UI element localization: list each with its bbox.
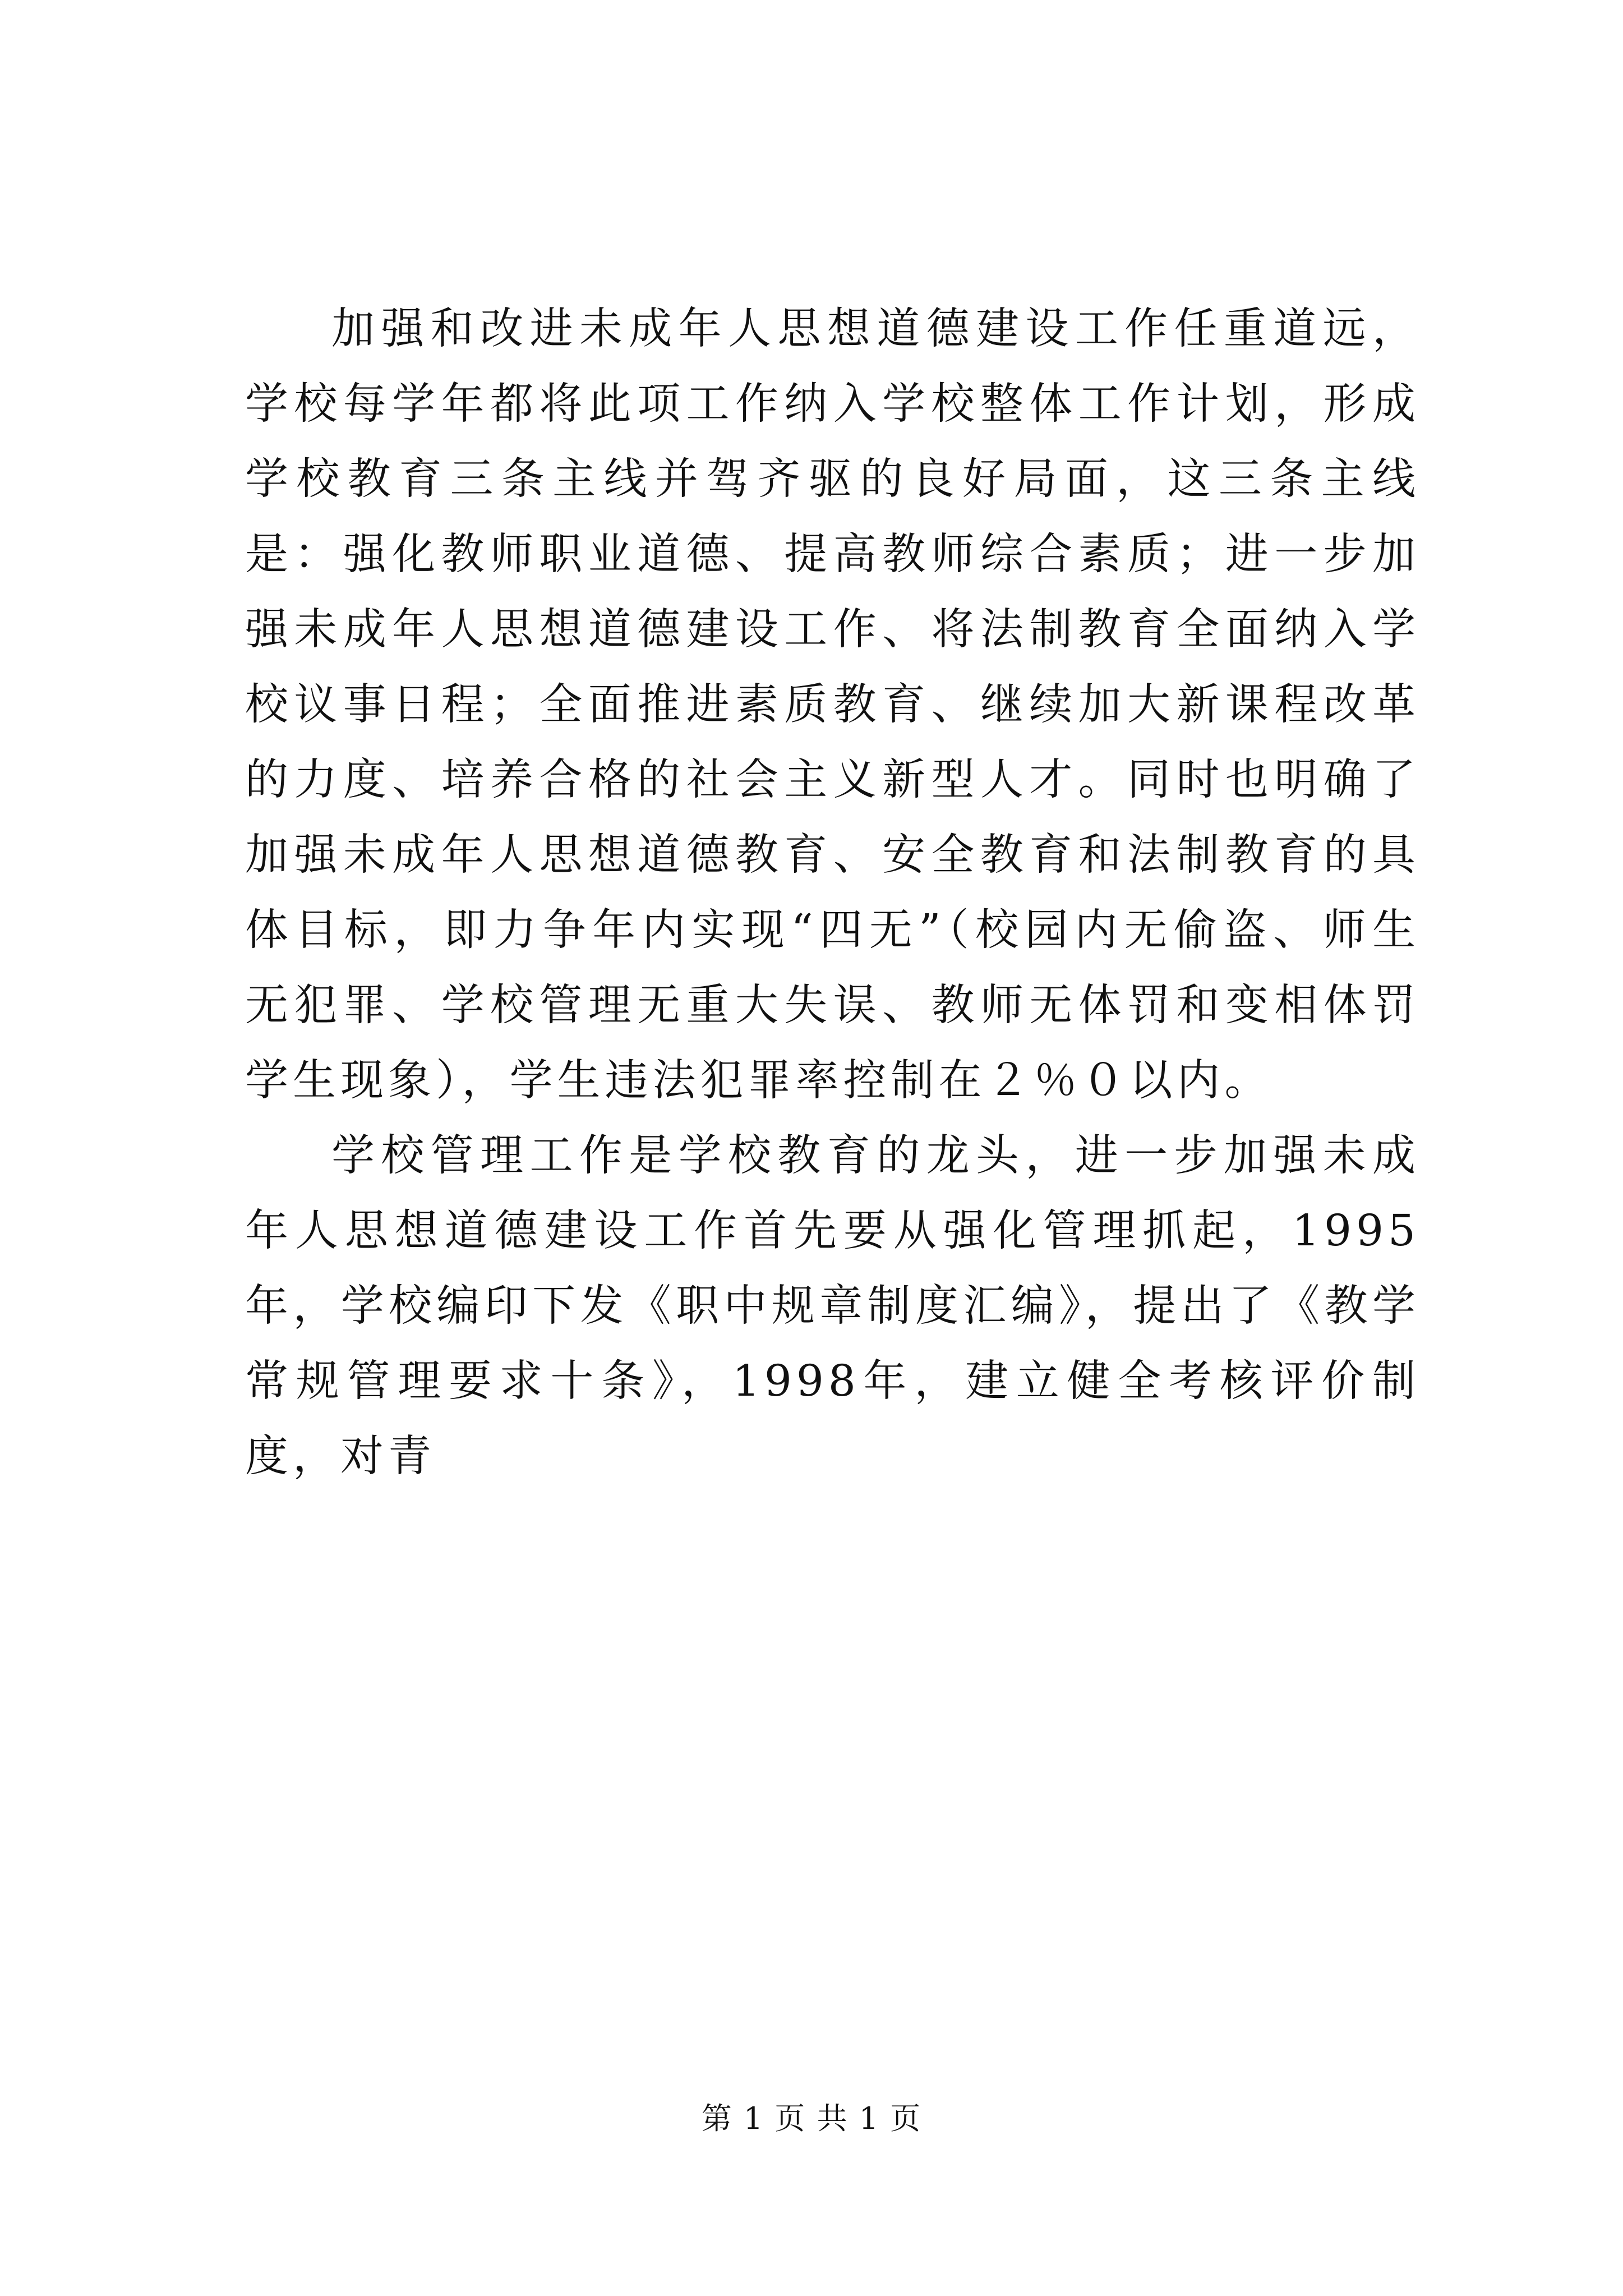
page-number-footer: 第 1 页 共 1 页: [701, 2101, 922, 2136]
document-body: [245, 292, 1420, 1494]
paragraph-1: 加强和改进未成年人思想道德建设工作任重道远，学校每学年都将此项工作纳入学校整体工作计划，形成学校教育三条主线并驾齐驱的良好局面，这三条主线是：强化教师职业道德、提高教师综合素质；进一步加强未成年人思想道德建设工作、将法制教育全面纳入学校议事日程；全面推进素质教育、继续加大新课程改革的力度、培养合格的社会主义新型人才。同时也明确了加强未成年人思想道德教育、安全教育和法制教育的具体目标，即力争年内实现“四无”（校园内无偷盗、师生无犯罪、学校管理无重大失误、教师无体罚和变相体罚学生现象），学生违法犯罪率控制在２％０以内。: [245, 304, 1420, 1106]
paragraph-2: 学校管理工作是学校教育的龙头，进一步加强未成年人思想道德建设工作首先要从强化管理抓起，1995年，学校编印下发《职中规章制度汇编》，提出了《教学常规管理要求十条》，1998年，建立健全考核评价制度，对青: [245, 1131, 1420, 1481]
